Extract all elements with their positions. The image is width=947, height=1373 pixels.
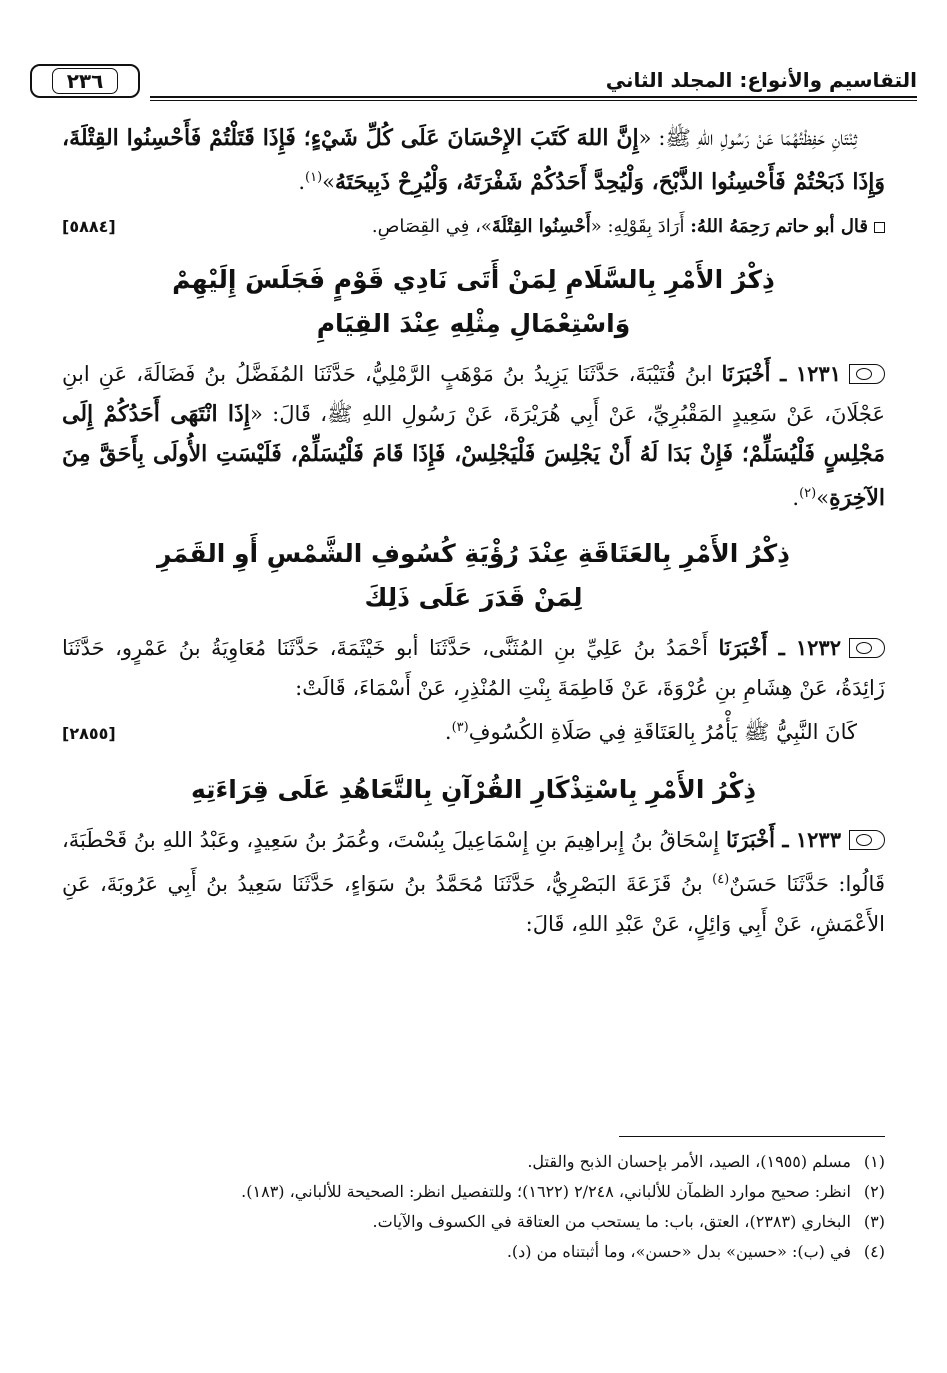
reference-number: [٥٨٨٤] [62,217,116,236]
hadith-continuation [62,118,885,202]
footnote-number: (٤) [863,1242,885,1261]
footnote-mark: (٣) [451,720,469,735]
header-rule-thin [150,100,917,101]
page-number-frame [30,64,140,98]
chapter-heading-line: ذِكْرُ الأَمْرِ بِالسَّلَامِ لِمَنْ أَتَى نَادِي قَوْمٍ فَجَلَسَ إِلَيْهِمْ [172,265,775,294]
hadith-matn: كَانَ النَّبِيُّ ﷺ يَأْمُرُ بِالعَتَاقَةِ فِي صَلَاةِ الكُسُوفِ [468,720,857,744]
chapter-heading-line: لِمَنْ قَدَرَ عَلَى ذَلِكَ [364,583,583,612]
hadith-1233 [62,820,885,944]
chapter-heading-2 [62,532,885,620]
hadith-1232 [62,628,885,708]
footnote-number: (٣) [863,1212,885,1231]
footnote-mark: (٤) [712,872,730,887]
hadith-number: ١٢٣٢ ـ أَخْبَرَنَا [718,635,841,660]
footnotes [62,1136,885,1267]
chapter-heading-line: ذِكْرُ الأَمْرِ بِاسْتِذْكَارِ القُرْآنِ بِالتَّعَاهُدِ عَلَى قِرَاءَتِهِ [190,775,757,804]
hadith-chain-cont: بنُ قَزَعَةَ البَصْرِيُّ، حَدَّثَنَا مُحَمَّدُ بنُ سَوَاءٍ، حَدَّثَنَا سَعِيدُ بنُ أَبِي عَرُوبَةَ، عَنِ الأَعْمَشِ، عَنْ أَبِي وَائِلٍ، عَنْ عَبْدِ اللهِ، قَالَ: [62,872,885,936]
chapter-heading-3 [62,768,885,812]
hadith-matn: إِنَّ اللهَ كَتَبَ الإِحْسَانَ عَلَى كُلِّ شَيْءٍ؛ فَإِذَا قَتَلْتُمْ فَأَحْسِنُوا القِتْلَةَ، وَإِذَا ذَبَحْتُمْ فَأَحْسِنُوا الذَّبْحَ، وَلْيُحِدَّ أَحَدُكُمْ شَفْرَتَهُ، وَلْيُرِحْ ذَبِيحَتَهُ [62,125,885,195]
footnote-number: (٢) [863,1182,885,1201]
square-bullet-icon [874,222,885,233]
abu-hatim-note [62,210,885,244]
chapter-heading-line: وَاسْتِعْمَالِ مِثْلِهِ عِنْدَ القِيَامِ [316,309,631,338]
page-number: ٢٣٦ [52,68,119,94]
footnote-mark: (١) [305,170,323,185]
closing-quote: » [322,170,336,194]
footnote-number: (١) [863,1152,885,1171]
hadith-chain: إِسْحَاقُ بنُ إِبراهِيمَ بنِ إِسْمَاعِيلَ بِبُسْتَ، وعُمَرُ بنُ سَعِيدٍ، وعَبْدُ اللهِ بنُ قَحْطَبَةَ، قَالُوا: حَدَّثَنَا حَسَنٌ [62,828,885,896]
hadith-matn: إِذَا انْتَهَى أَحَدُكُمْ إِلَى مَجْلِسٍ فَلْيُسَلِّمْ؛ فَإِنْ بَدَا لَهُ أَنْ يَجْلِسَ فَلْيَجْلِسْ، فَإِذَا قَامَ فَلْيُسَلِّمْ، فَلَيْسَتِ الأُولَى بِأَحَقَّ مِنَ الآخِرَةِ [62,401,885,511]
note-text: أَرَادَ بِقَوْلِهِ: « [590,216,685,237]
end-dot: . [792,486,800,510]
reference-number: [٢٨٥٥] [62,724,116,743]
header-rule [150,96,917,98]
end-dot: . [444,720,452,744]
hadith-marker-icon [849,638,885,658]
footnote-rule [619,1136,885,1137]
hadith-number: ١٢٣٣ ـ أَخْبَرَنَا [726,827,841,852]
hadith-marker-icon [849,364,885,384]
intro-text: ثِنْتَانِ حَفِظْتُهُمَا عَنْ رَسُولِ اللهِ ﷺ: « [638,126,857,150]
hadith-marker-icon [849,830,885,850]
footnote [62,1237,885,1267]
hadith-chain: أَحْمَدُ بنُ عَلِيِّ بنِ المُثَنَّى، حَدَّثَنَا أبو خَيْثَمَةَ، حَدَّثَنَا مُعَاوِيَةُ بنُ عَمْرٍو، حَدَّثَنَا زَائِدَةُ، عَنْ هِشَامِ بنِ عُرْوَةَ، عَنْ فَاطِمَةَ بِنْتِ المُنْذِرِ، عَنْ أَسْمَاءَ، قَالَتْ: [62,636,885,700]
footnote-text: مسلم (١٩٥٥)، الصيد، الأمر بإحسان الذبح والقتل. [527,1152,851,1171]
closing-quote: » [816,486,830,510]
footnote [62,1147,885,1177]
footnote [62,1207,885,1237]
running-header [30,62,917,106]
hadith-number: ١٢٣١ ـ أَخْبَرَنَا [721,361,841,386]
hadith-1232-matn-row [62,708,885,754]
hadith-chain: ابنُ قُتَيْبَةَ، حَدَّثَنَا يَزِيدُ بنُ مَوْهَبٍ الرَّمْلِيُّ، حَدَّثَنَا المُفَضَّلُ بنُ فَضَالَةَ، عَنِ ابنِ عَجْلَانَ، عَنْ سَعِيدٍ المَقْبُرِيِّ، عَنْ أَبِي هُرَيْرَةَ، عَنْ رَسُولِ اللهِ ﷺ، قَالَ: « [62,362,885,426]
footnote-text: البخاري (٢٣٨٣)، العتق، باب: ما يستحب من العتاقة في الكسوف والآيات. [372,1212,851,1231]
chapter-heading-line: ذِكْرُ الأَمْرِ بِالعَتَاقَةِ عِنْدَ رُؤْيَةِ كُسُوفِ الشَّمْسِ أَوِ القَمَرِ [157,539,790,568]
footnote-text: في (ب): «حسين» بدل «حسن»، وما أثبتناه من (د). [506,1242,851,1261]
note-bold: أَحْسِنُوا القِتْلَةَ [491,216,591,237]
chapter-heading-1 [62,258,885,346]
hadith-1231 [62,354,885,518]
note-lead: قال أبو حاتم رَحِمَهُ اللهُ: [690,216,868,237]
header-title: التقاسيم والأنواع: المجلد الثاني [605,68,917,92]
end-dot: . [298,170,306,194]
page-body [62,118,885,944]
footnote [62,1177,885,1207]
footnote-text: انظر: صحيح موارد الظمآن للألباني، ٢/٢٤٨ (١٦٢٢)؛ وللتفصيل انظر: الصحيحة للألباني، (١٨٣). [241,1182,851,1201]
note-after: »، فِي القِصَاصِ. [371,216,492,237]
footnote-mark: (٢) [799,486,817,501]
